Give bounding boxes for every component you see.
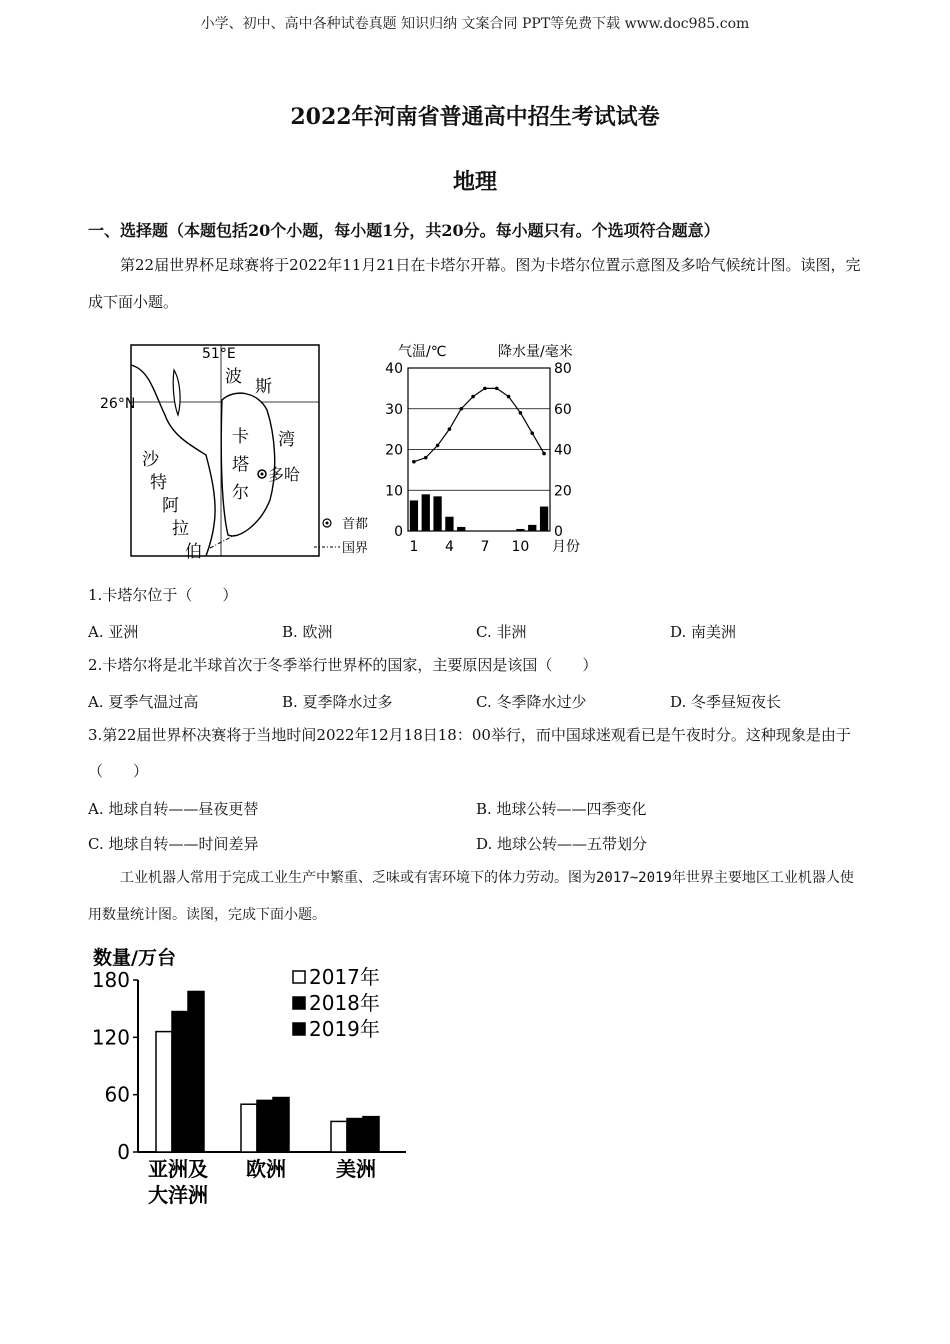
temp-tick: 10 <box>385 483 403 500</box>
category-label: 大洋洲 <box>148 1183 208 1207</box>
y-tick-label: 180 <box>91 968 130 992</box>
precip-bar <box>528 525 536 531</box>
option-d[interactable]: D. 冬季昼短夜长 <box>670 693 782 711</box>
sea-label-3: 湾 <box>278 430 295 450</box>
question-number: 3. <box>88 726 103 744</box>
legend-swatch <box>293 1023 305 1035</box>
temp-point <box>471 395 475 399</box>
temp-point <box>412 460 416 464</box>
question-text: 卡塔尔将是北半球首次于冬季举行世界杯的国家，主要原因是该国（ ） <box>102 656 598 674</box>
qatar-location-map <box>100 340 390 565</box>
option-a[interactable]: A. 夏季气温过高 <box>88 693 199 711</box>
question-number: 1. <box>88 586 103 604</box>
temp-point <box>519 411 523 415</box>
temp-tick: 20 <box>385 442 403 459</box>
robot-bar <box>241 1104 257 1152</box>
temp-point <box>542 452 546 456</box>
temp-point <box>459 407 463 411</box>
sea-label-1: 波 <box>225 367 242 387</box>
month-tick: 7 <box>480 539 490 555</box>
legend-label: 2019年 <box>309 1017 380 1041</box>
doha-label: 多哈 <box>268 465 301 484</box>
category-label: 美洲 <box>336 1157 376 1181</box>
temp-line <box>414 388 544 461</box>
robot-bar <box>188 991 204 1152</box>
exam-title: 2022年河南省普通高中招生考试试卷 <box>290 104 660 130</box>
option-c[interactable]: C. 非洲 <box>476 623 527 641</box>
precip-tick: 20 <box>554 483 572 500</box>
legend-swatch <box>293 971 305 983</box>
option-d[interactable]: D. 南美洲 <box>670 623 737 641</box>
precip-bar <box>516 529 524 531</box>
qatar-label-2: 塔 <box>232 455 249 475</box>
precip-tick: 40 <box>554 442 572 459</box>
saudi-label-3: 阿 <box>162 496 179 516</box>
page-header: 小学、初中、高中各种试卷真题 知识归纳 文案合同 PPT等免费下载 www.doc985.com <box>200 16 750 32</box>
temp-point <box>530 431 534 435</box>
category-label: 亚洲及 <box>148 1157 208 1181</box>
longitude-label: 51°E <box>202 346 236 362</box>
temp-point <box>436 444 440 448</box>
category-label: 欧洲 <box>246 1157 286 1181</box>
option-b[interactable]: B. 夏季降水过多 <box>282 693 393 711</box>
robot-bar <box>257 1100 273 1152</box>
option-b[interactable]: B. 欧洲 <box>282 623 333 641</box>
precip-bar <box>445 517 453 531</box>
robot-bar <box>363 1117 379 1152</box>
temp-point <box>424 456 428 460</box>
temp-tick: 30 <box>385 401 403 418</box>
robot-bar <box>347 1119 363 1152</box>
precip-bar <box>433 496 441 531</box>
y-tick-label: 0 <box>117 1140 130 1164</box>
month-tick: 4 <box>444 539 454 555</box>
month-axis-label: 月份 <box>552 539 580 555</box>
precip-bar <box>410 500 418 531</box>
robot-bar <box>273 1098 289 1152</box>
precip-bar <box>422 494 430 531</box>
question-3 <box>88 717 863 789</box>
question-1 <box>88 577 863 613</box>
robot-bar <box>331 1121 347 1152</box>
robot-ylabel: 数量/万台 <box>93 947 176 969</box>
precip-tick: 0 <box>554 524 563 540</box>
option-c[interactable]: C. 冬季降水过少 <box>476 693 587 711</box>
robot-bar <box>172 1012 188 1152</box>
option-a[interactable]: A. 地球自转——昼夜更替 <box>88 800 259 818</box>
latitude-label: 26°N <box>100 396 136 412</box>
month-tick: 10 <box>511 539 530 555</box>
question-text: 卡塔尔位于（ ） <box>102 586 238 604</box>
temp-point <box>495 387 499 391</box>
temp-tick: 40 <box>385 361 403 377</box>
temp-point <box>483 387 487 391</box>
robot-bar <box>156 1032 172 1152</box>
robot-usage-chart <box>88 940 418 1210</box>
temp-point <box>507 395 511 399</box>
legend-label: 2018年 <box>309 991 380 1015</box>
saudi-label-4: 拉 <box>172 519 189 539</box>
sea-label-2: 斯 <box>255 377 272 397</box>
qatar-label-1: 卡 <box>232 427 249 447</box>
intro-paragraph-2: 工业机器人常用于完成工业生产中繁重、乏味或有害环境下的体力劳动。图为2017~2019年世界主要地区工业机器人使用数量统计图。读图，完成下面小题。 <box>88 870 854 923</box>
intro-paragraph-1: 第22届世界杯足球赛将于2022年11月21日在卡塔尔开幕。图为卡塔尔位置示意图及多哈气候统计图。读图，完成下面小题。 <box>88 256 861 311</box>
doha-climate-chart <box>380 338 610 563</box>
temp-point <box>448 427 452 431</box>
legend-border: 国界 <box>342 541 369 556</box>
temp-axis-label: 气温/℃ <box>398 344 447 360</box>
option-a[interactable]: A. 亚洲 <box>88 623 139 641</box>
qatar-label-3: 尔 <box>232 483 249 503</box>
saudi-label-2: 特 <box>150 473 167 493</box>
saudi-label-5: 伯 <box>185 542 202 562</box>
y-tick-label: 120 <box>91 1025 130 1050</box>
legend-swatch <box>293 997 305 1009</box>
legend-label: 2017年 <box>309 965 380 989</box>
question-text: 第22届世界杯决赛将于当地时间2022年12月18日18：00举行，而中国球迷观看已是午夜时分。这种现象是由于（ ） <box>88 726 851 780</box>
option-b[interactable]: B. 地球公转——四季变化 <box>476 800 647 818</box>
month-tick: 1 <box>409 539 419 555</box>
precip-bar <box>540 507 548 531</box>
option-d[interactable]: D. 地球公转——五带划分 <box>476 835 648 853</box>
question-number: 2. <box>88 656 103 674</box>
temp-tick: 0 <box>394 524 403 540</box>
saudi-label-1: 沙 <box>142 450 159 470</box>
question-2 <box>88 647 863 683</box>
subject-title: 地理 <box>452 169 497 195</box>
y-tick-label: 60 <box>104 1082 130 1107</box>
precip-bar <box>457 527 465 531</box>
option-c[interactable]: C. 地球自转——时间差异 <box>88 835 259 853</box>
precip-axis-label: 降水量/毫米 <box>498 344 573 360</box>
section-heading: 一、选择题（本题包括20个小题，每小题1分，共20分。每小题只有。个选项符合题意） <box>88 221 720 240</box>
precip-tick: 80 <box>554 361 572 377</box>
legend-capital: 首都 <box>342 517 369 532</box>
precip-tick: 60 <box>554 401 572 418</box>
